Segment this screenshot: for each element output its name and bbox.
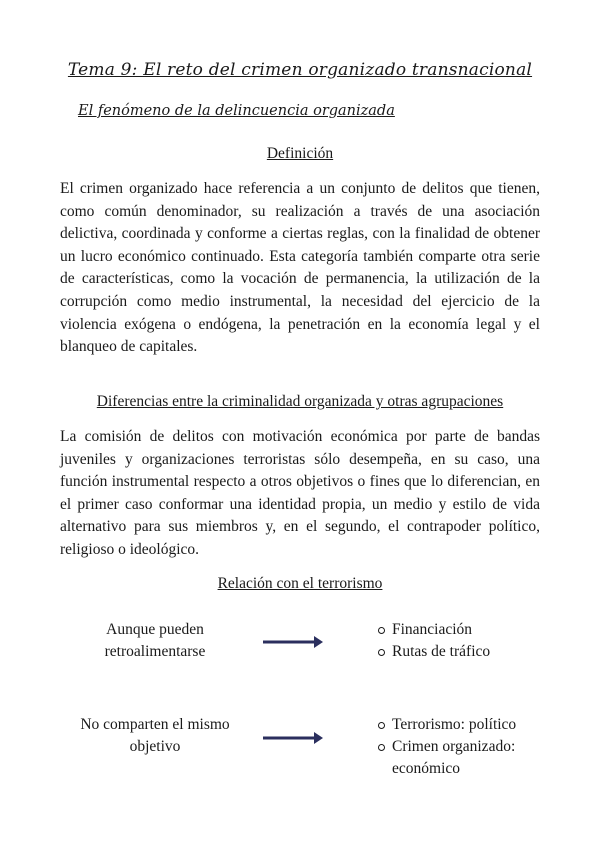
list-item	[378, 641, 548, 663]
page-title: Tema 9: El reto del crimen organizado transnacional	[67, 60, 533, 80]
list-item	[378, 714, 548, 736]
list-item	[378, 619, 548, 641]
paragraph-definicion: El crimen organizado hace referencia a un conjunto de delitos que tienen, como común denominador, su realización a través de una asociación delictiva, coordinada y conforme a ciertas reglas, con la finalidad de obtener un lucro económico continuado. Esta categoría también comparte otra serie de características, como la vocación de permanencia, la utilización de la corrupción como medio instrumental, la necesidad del ejercicio de la violencia exógena o endógena, la penetración en la economía legal y el blanqueo de capitales.	[60, 180, 540, 356]
list-item-text: Financiación	[392, 621, 473, 638]
list-item-text: Terrorismo: político	[392, 716, 517, 733]
arrow-right-icon	[262, 731, 324, 745]
bullet-circle-icon	[378, 649, 385, 656]
relation-label-1: Aunque pueden retroalimentarse	[104, 621, 206, 660]
section-subtitle: El fenómeno de la delincuencia organizada	[78, 103, 395, 119]
bullet-circle-icon	[378, 627, 385, 634]
relation-list-1	[378, 619, 548, 663]
heading-terrorismo: Relación con el terrorismo	[217, 575, 383, 592]
list-item-text: Crimen organizado: económico	[392, 738, 516, 777]
heading-diferencias: Diferencias entre la criminalidad organizada y otras agrupaciones	[96, 393, 504, 410]
bullet-circle-icon	[378, 744, 385, 751]
relation-label-2: No comparten el mismo objetivo	[80, 716, 230, 755]
list-item	[378, 736, 548, 780]
paragraph-diferencias: La comisión de delitos con motivación económica por parte de bandas juveniles y organizaciones terroristas sólo desempeña, en su caso, una función instrumental respecto a otros objetivos o fines que lo diferencian, en el primer caso conformar una identidad propia, un medio y estilo de vida alternativo para sus miembros y, en el segundo, el contrapoder político, religioso o ideológico.	[60, 428, 540, 558]
arrow-right-icon	[262, 635, 324, 649]
heading-definicion: Definición	[266, 145, 334, 162]
bullet-circle-icon	[378, 722, 385, 729]
list-item-text: Rutas de tráfico	[392, 643, 491, 660]
relation-list-2	[378, 714, 548, 780]
